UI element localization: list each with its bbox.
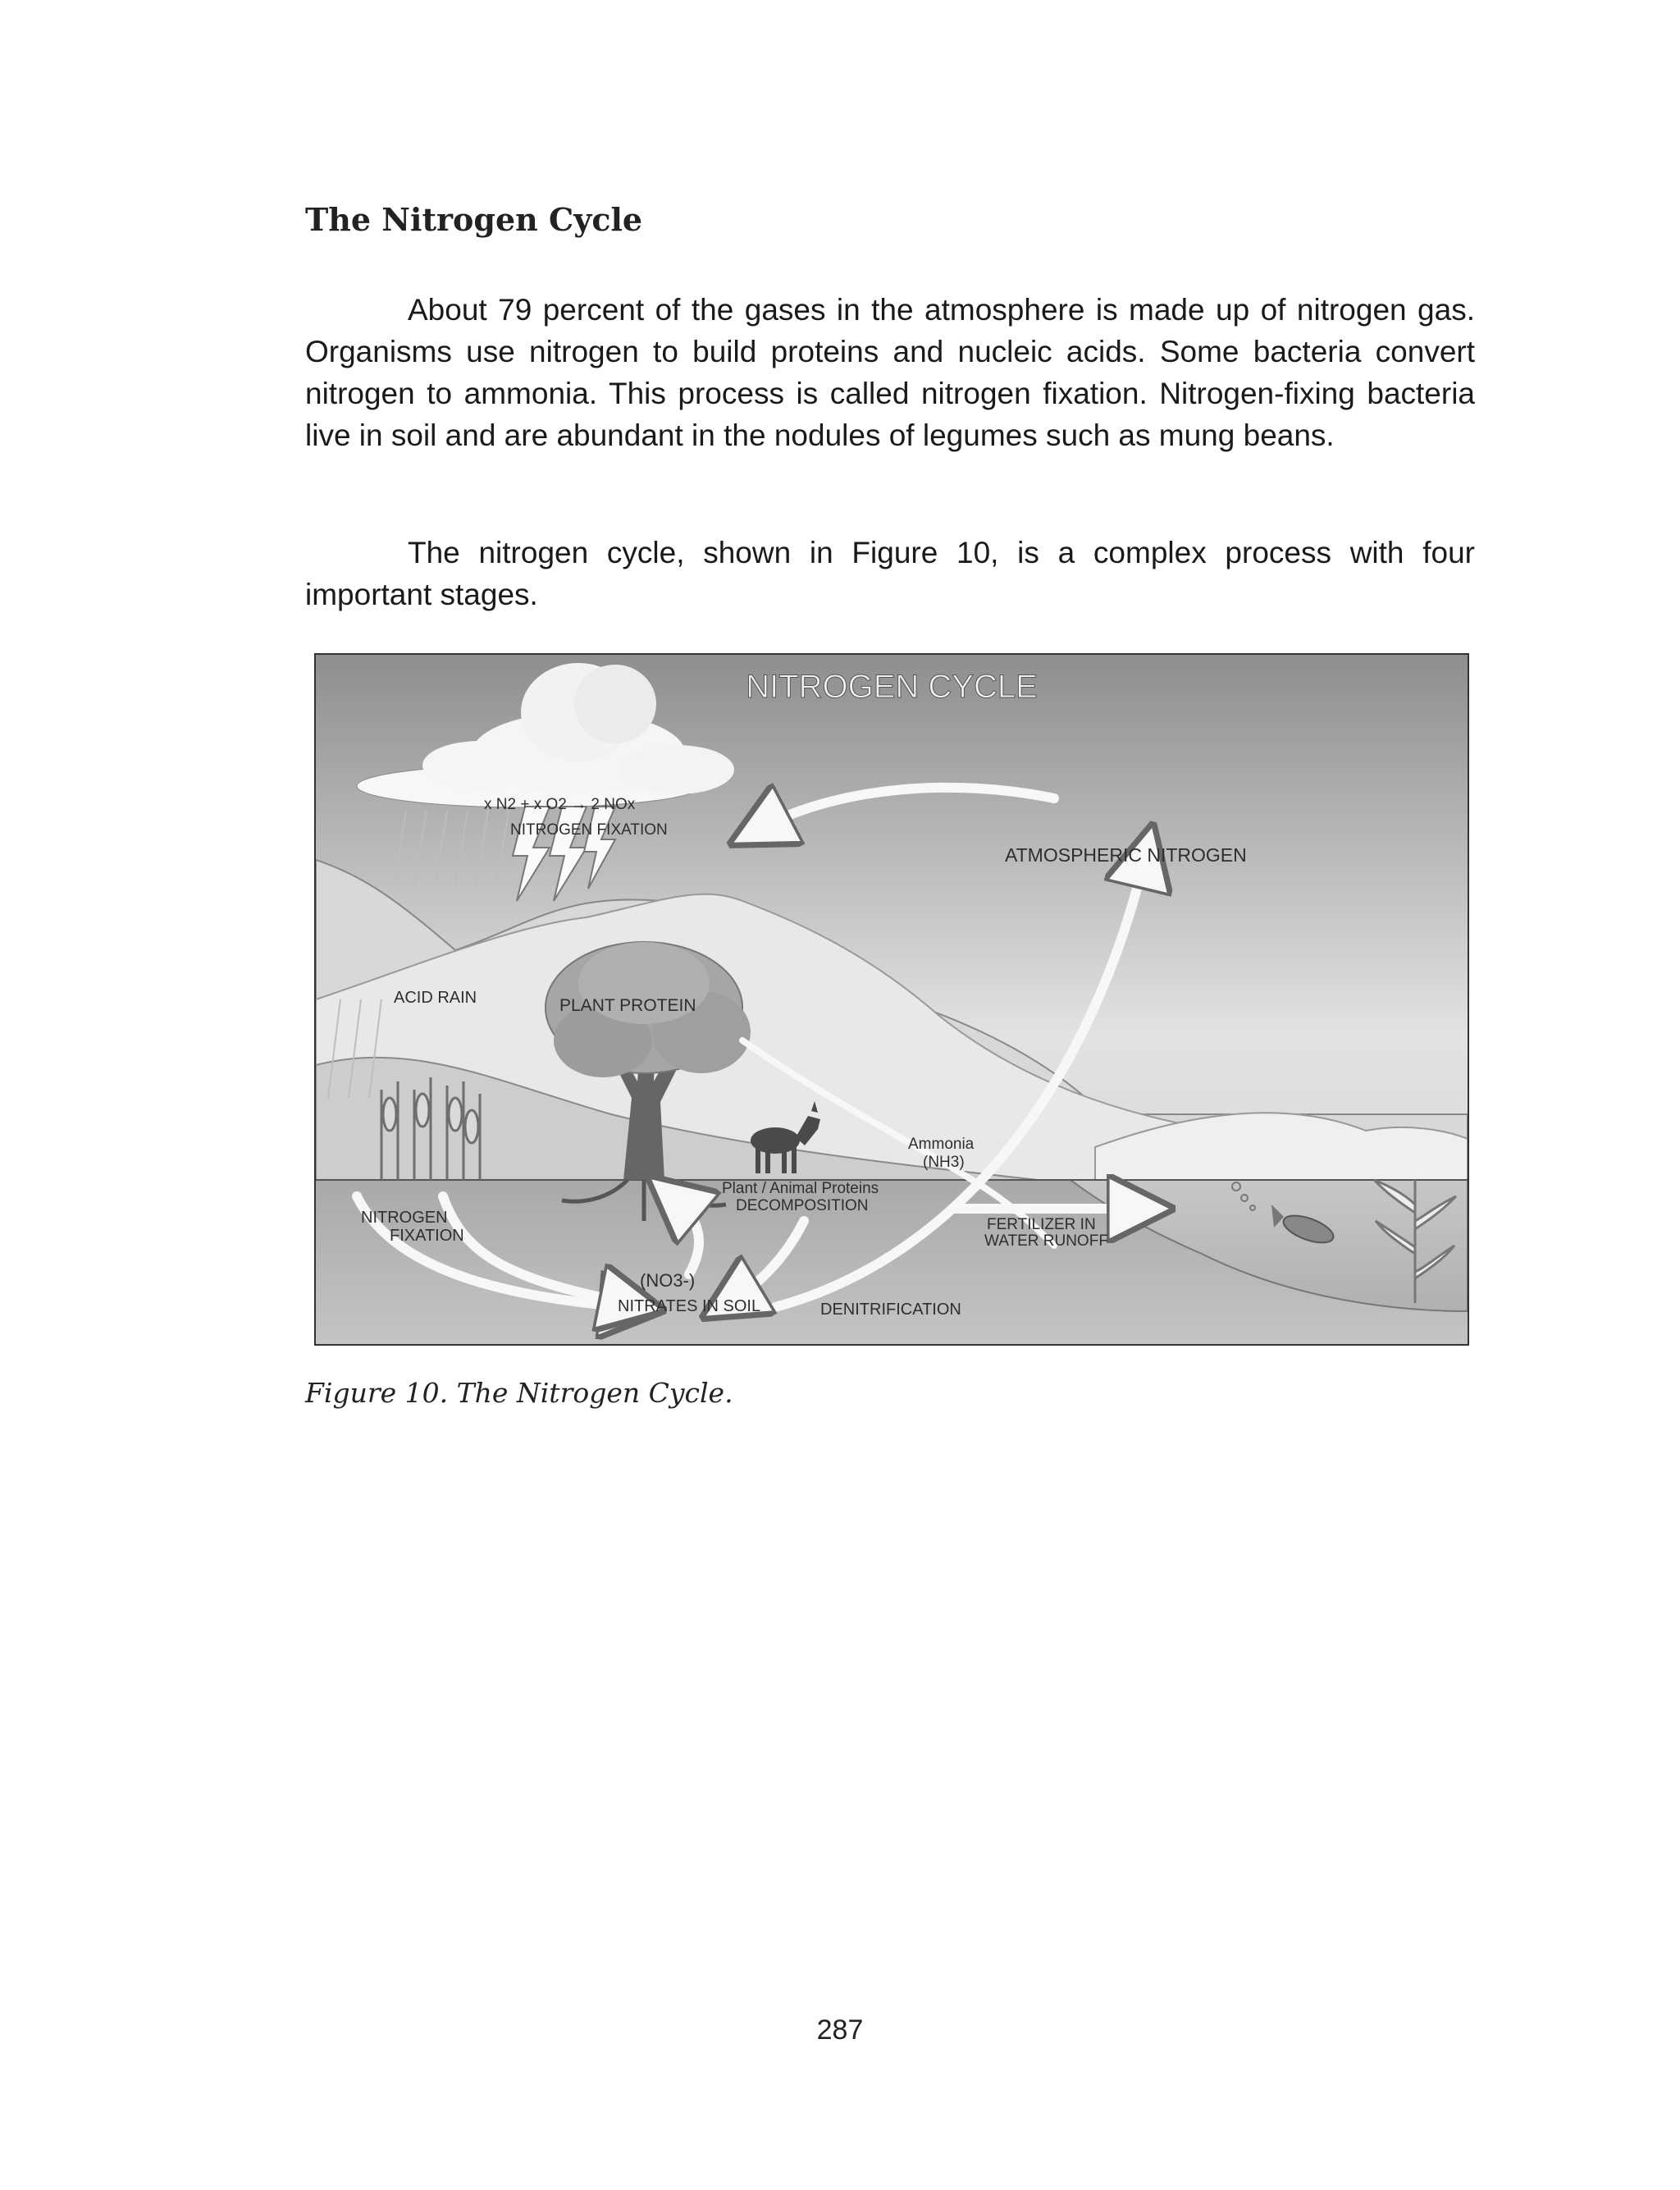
label-soil-fixation-line2: FIXATION bbox=[390, 1227, 464, 1245]
label-soil-fixation-line1: NITROGEN bbox=[361, 1209, 448, 1227]
figure-title: NITROGEN CYCLE bbox=[746, 669, 1038, 705]
label-proteins: Plant / Animal Proteins bbox=[722, 1180, 879, 1197]
label-ammonia-formula: (NH3) bbox=[923, 1154, 965, 1171]
label-atmospheric-nitrogen: ATMOSPHERIC NITROGEN bbox=[1005, 844, 1247, 866]
paragraph-figure-reference: The nitrogen cycle, shown in Figure 10, is a complex process with four important stages. bbox=[305, 536, 1475, 611]
label-nitrates-in-soil: NITRATES IN SOIL bbox=[618, 1297, 761, 1315]
figure-caption: Figure 10. The Nitrogen Cycle. bbox=[305, 1377, 733, 1409]
label-equation: x N2 + x O2 → 2 NOx bbox=[484, 796, 636, 813]
paragraph-intro: About 79 percent of the gases in the atmosphere is made up of nitrogen gas. Organisms use nitrogen to build proteins and nucleic acids. Some bacteria convert nitrogen to ammonia. This process is called nitrogen fixation. Nitrogen-fixing bacteria live in soil and are abundant in the nodules of legumes such as mung beans. bbox=[305, 293, 1475, 452]
label-ammonia: Ammonia bbox=[908, 1136, 975, 1153]
label-acid-rain: ACID RAIN bbox=[394, 989, 477, 1007]
section-heading: The Nitrogen Cycle bbox=[305, 201, 643, 238]
label-fertilizer-line1: FERTILIZER IN bbox=[987, 1216, 1096, 1233]
label-plant-protein: PLANT PROTEIN bbox=[559, 996, 696, 1015]
page-number: 287 bbox=[816, 2014, 864, 2046]
label-decomposition: DECOMPOSITION bbox=[736, 1197, 869, 1214]
label-denitrification: DENITRIFICATION bbox=[820, 1301, 961, 1319]
label-nitrate-formula: (NO3-) bbox=[640, 1270, 696, 1291]
label-sky-fixation: NITROGEN FIXATION bbox=[510, 821, 668, 839]
label-fertilizer-line2: WATER RUNOFF bbox=[984, 1232, 1108, 1250]
nitrogen-cycle-figure bbox=[314, 653, 1469, 1346]
